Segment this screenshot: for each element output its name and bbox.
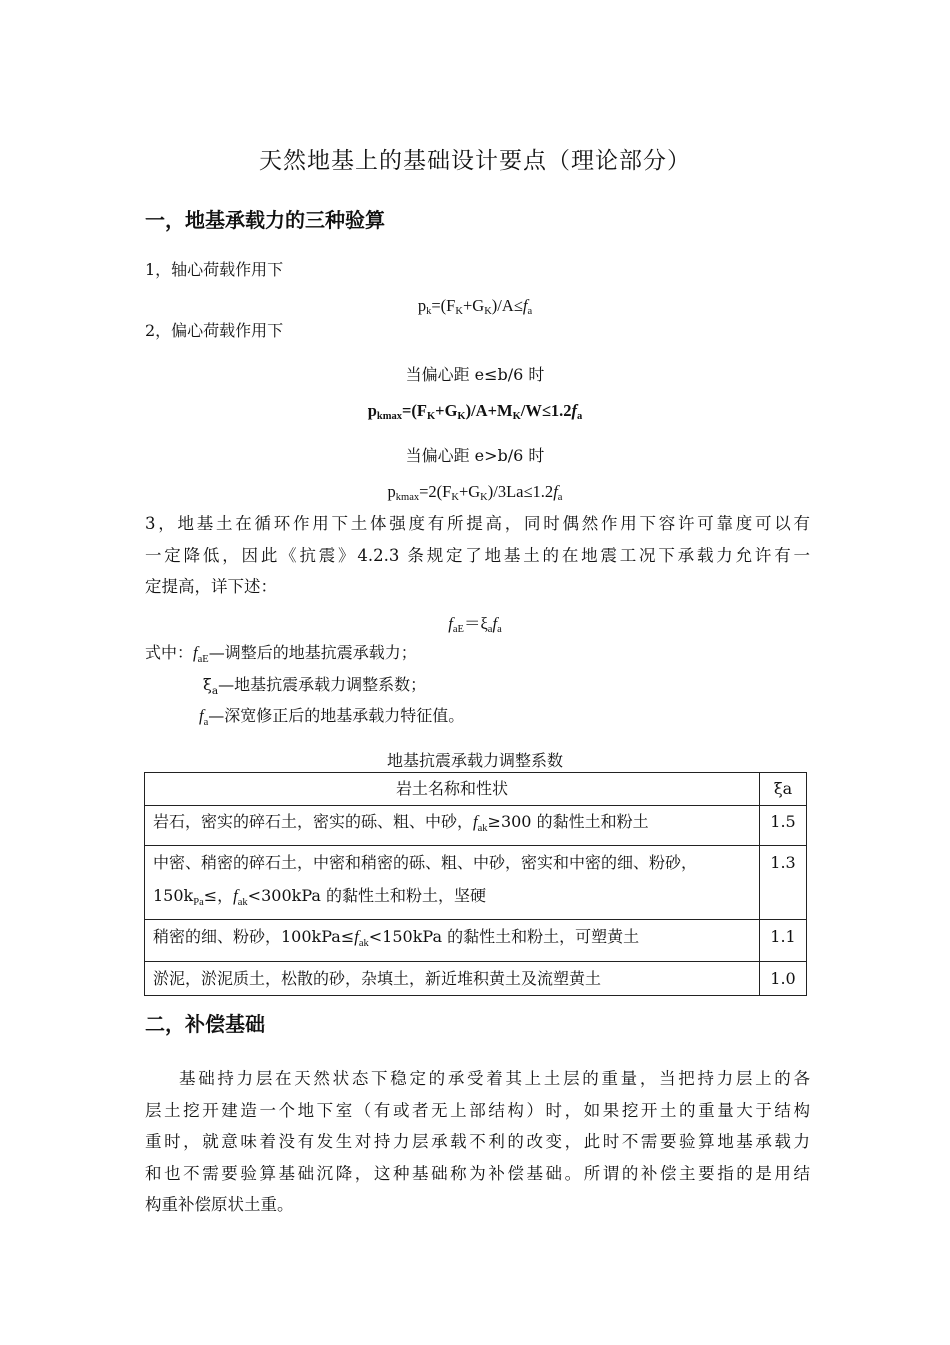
table-row [145,920,807,961]
row-value: 1.3 [760,846,807,920]
item2-label: 2，偏心荷载作用下 [145,321,284,340]
row-value: 1.1 [760,920,807,961]
formula-eccentric-2: $p_{kmax}=2(F_K+G_K)/3La\le 1.2f_a$ [387,482,563,503]
formula-eccentric-1: $p_{kmax}=(F_K+G_K)/A+M_K/W\le 1.2f_a$ [367,401,583,422]
formula-seismic: $f_{aE}=\xi_af_a$ [448,614,502,635]
definition-block: 式中：$f_{aE}—$调整后的地基抗震承载力； [145,643,417,666]
section2-line-5: 构重补偿原状土重。 [145,1195,294,1214]
document-title: 天然地基上的基础设计要点（理论部分） [259,148,691,174]
definition-1: —调整后的地基抗震承载力； [208,643,417,662]
section1-heading: 一，地基承载力的三种验算 [145,208,385,232]
row-desc: 岩石，密实的碎石土，密实的砾、粗、中砂，$f_{ak}\ge 300$ 的黏性土和粉土 [145,806,760,846]
item3-paragraph [145,508,810,603]
row-desc: 淤泥，淤泥质土，松散的砂，杂填土，新近堆积黄土及流塑黄土 [145,961,760,995]
condition-large-eccentricity: 当偏心距 e>b/6 时 [405,446,545,465]
formula-axial: $p_k=(F_K+G_K)/A\le f_a$ [417,296,533,317]
item1-label: 1，轴心荷载作用下 [145,260,284,279]
table-row [145,846,807,920]
row-desc: 稍密的细、粉砂，$100kPa\le f_{ak}<150kPa$ 的黏性土和粉土，可塑黄土 [145,920,760,961]
table-row [145,961,807,995]
section2-heading: 二，补偿基础 [145,1012,265,1036]
seismic-coefficient-table [144,772,807,996]
definition-2: $\xi_a—$地基抗震承载力调整系数； [203,675,427,698]
where-label: 式中： [145,643,194,662]
section2-paragraph [145,1063,810,1221]
item3-line-1: 3，地基土在循环作用下土体强度有所提高，同时偶然作用下容许可靠度可以有 [145,514,810,533]
header-soil-name: 岩土名称和性状 [145,773,760,806]
table-header-row [145,773,807,806]
table-caption: 地基抗震承载力调整系数 [386,751,563,770]
section2-line-1: 基础持力层在天然状态下稳定的承受着其上土层的重量，当把持力层上的各 [179,1069,810,1088]
row-value: 1.0 [760,961,807,995]
item3-line-3: 定提高，详下述： [145,577,277,596]
section2-line-3: 重时，就意味着没有发生对持力层承载不利的改变，此时不需要验算地基承载力 [145,1132,810,1151]
section2-line-2: 层土挖开建造一个地下室（有或者无上部结构）时，如果挖开土的重量大于结构 [145,1100,810,1120]
section2-line-4: 和也不需要验算基础沉降，这种基础称为补偿基础。所谓的补偿主要指的是用结 [145,1163,810,1183]
condition-small-eccentricity: 当偏心距 e≤b/6 时 [405,365,545,384]
definition-3: $f_a—$深宽修正后的地基承载力特征值。 [199,706,465,729]
row-value: 1.5 [760,806,807,846]
table-row [145,806,807,846]
item3-line-2: 一定降低，因此《抗震》4.2.3 条规定了地基土的在地震工况下承载力允许有一 [145,545,810,565]
row-desc: 中密、稍密的碎石土，中密和稍密的砾、粗、中砂，密实和中密的细、粉砂，$150k_{Pa}\le$，$f_{ak}<300kPa$ 的黏性土和粉土，坚硬 [145,846,760,920]
header-coefficient: ξa [760,773,807,806]
